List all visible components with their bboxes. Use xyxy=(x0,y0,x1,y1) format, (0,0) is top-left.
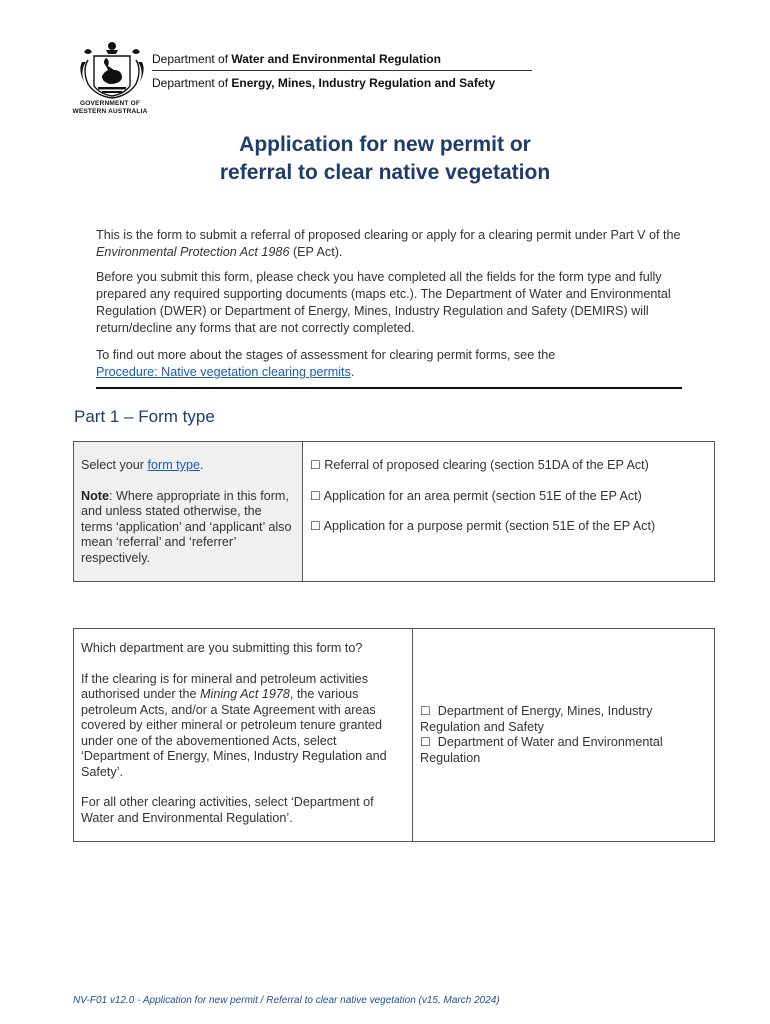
page-header xyxy=(70,40,540,120)
note-label: Note xyxy=(81,488,109,503)
form-type-question-cell xyxy=(74,442,303,582)
department-prefix: Department of xyxy=(152,52,232,66)
document-title-line-2: referral to clear native vegetation xyxy=(219,161,551,184)
form-type-table xyxy=(73,441,715,582)
intro-divider xyxy=(96,387,682,389)
department-name-demirs xyxy=(152,76,495,90)
department-name-dwer xyxy=(152,52,441,66)
option-label: Department of Energy, Mines, Industry Regulation and Safety xyxy=(420,704,653,734)
checkbox-icon[interactable]: ☐ xyxy=(310,519,321,533)
intro-paragraph-1 xyxy=(96,227,686,261)
prompt-text: Select your xyxy=(81,458,148,472)
part-1-heading: Part 1 – Form type xyxy=(74,407,215,426)
form-type-link[interactable]: form type xyxy=(147,458,200,472)
department-title: Energy, Mines, Industry Regulation and Safety xyxy=(231,76,496,90)
procedure-link[interactable]: Procedure: Native vegetation clearing permits xyxy=(96,365,351,379)
department-question-cell xyxy=(74,629,413,842)
info-text: If the clearing is for mineral and petroleum activities authorised under the xyxy=(81,671,368,701)
intro-paragraph-3 xyxy=(96,347,686,381)
department-options-cell xyxy=(413,629,715,842)
government-line-1: GOVERNMENT OF xyxy=(79,100,141,107)
checkbox-icon[interactable]: ☐ xyxy=(310,488,321,503)
department-other-info: For all other clearing activities, select ‘Department of Water and Environmental Regulation’. xyxy=(81,795,374,825)
option-label: Department of Water and Environmental Regulation xyxy=(420,735,663,765)
intro-paragraph-2: Before you submit this form, please check you have completed all the fields for the form type and fully prepared any required supporting documents (maps etc.). The Department of Water and Environmental Regulation (DWER) or Department of Energy, Mines, Industry Regulation and Safety (DEMIRS) will return/decline any forms that are not correctly completed. xyxy=(96,270,671,335)
document-footer: NV-F01 v12.0 - Application for new permit / Referral to clear native vegetation (v15, March 2024) xyxy=(73,995,500,1006)
option-label: Application for an area permit (section 51E of the EP Act) xyxy=(323,488,642,503)
checkbox-icon[interactable]: ☐ xyxy=(420,735,431,749)
checkbox-icon[interactable]: ☐ xyxy=(310,458,321,472)
department-title: Water and Environmental Regulation xyxy=(231,52,441,66)
department-mining-info xyxy=(81,672,406,781)
form-type-option-area-permit[interactable] xyxy=(310,489,708,505)
option-label: Referral of proposed clearing (section 51DA of the EP Act) xyxy=(324,458,649,472)
department-question: Which department are you submitting this form to? xyxy=(81,641,363,655)
department-option-demirs[interactable] xyxy=(420,704,708,735)
option-label: Application for a purpose permit (section 51E of the EP Act) xyxy=(323,519,656,533)
government-line-2: WESTERN AUSTRALIA xyxy=(72,108,148,115)
intro-text: (EP Act). xyxy=(289,245,343,259)
wa-government-crest-icon xyxy=(74,40,150,100)
intro-text: To find out more about the stages of assessment for clearing permit forms, see the xyxy=(96,348,556,362)
department-prefix: Department of xyxy=(152,76,232,90)
form-type-option-referral[interactable] xyxy=(310,458,708,474)
act-name: Environmental Protection Act 1986 xyxy=(96,245,290,259)
form-type-prompt xyxy=(81,458,296,474)
act-name: Mining Act 1978 xyxy=(200,687,290,701)
checkbox-icon[interactable]: ☐ xyxy=(420,704,431,718)
department-table xyxy=(73,628,715,842)
form-type-option-purpose-permit[interactable] xyxy=(310,519,708,535)
intro-text: . xyxy=(350,365,355,379)
document-title-line-1: Application for new permit or xyxy=(239,133,531,156)
info-text: , the various petroleum Acts, and/or a State Agreement with areas covered by either mineral or petroleum tenure granted under one of the abovementioned Acts, select ‘Department of Energy, Mines, Industry Regulation and Safety’. xyxy=(81,687,387,779)
prompt-text: . xyxy=(200,458,204,472)
form-type-options-cell xyxy=(303,442,715,582)
header-divider xyxy=(152,70,532,71)
form-type-note xyxy=(81,489,296,567)
note-text: : Where appropriate in this form, and unless stated otherwise, the terms ‘application’ and ‘applicant’ also mean ‘referral’ and ‘referrer’ respectively. xyxy=(81,488,292,565)
intro-text: This is the form to submit a referral of proposed clearing or apply for a clearing permit under Part V of the xyxy=(96,228,681,242)
department-option-dwer[interactable] xyxy=(420,735,708,766)
